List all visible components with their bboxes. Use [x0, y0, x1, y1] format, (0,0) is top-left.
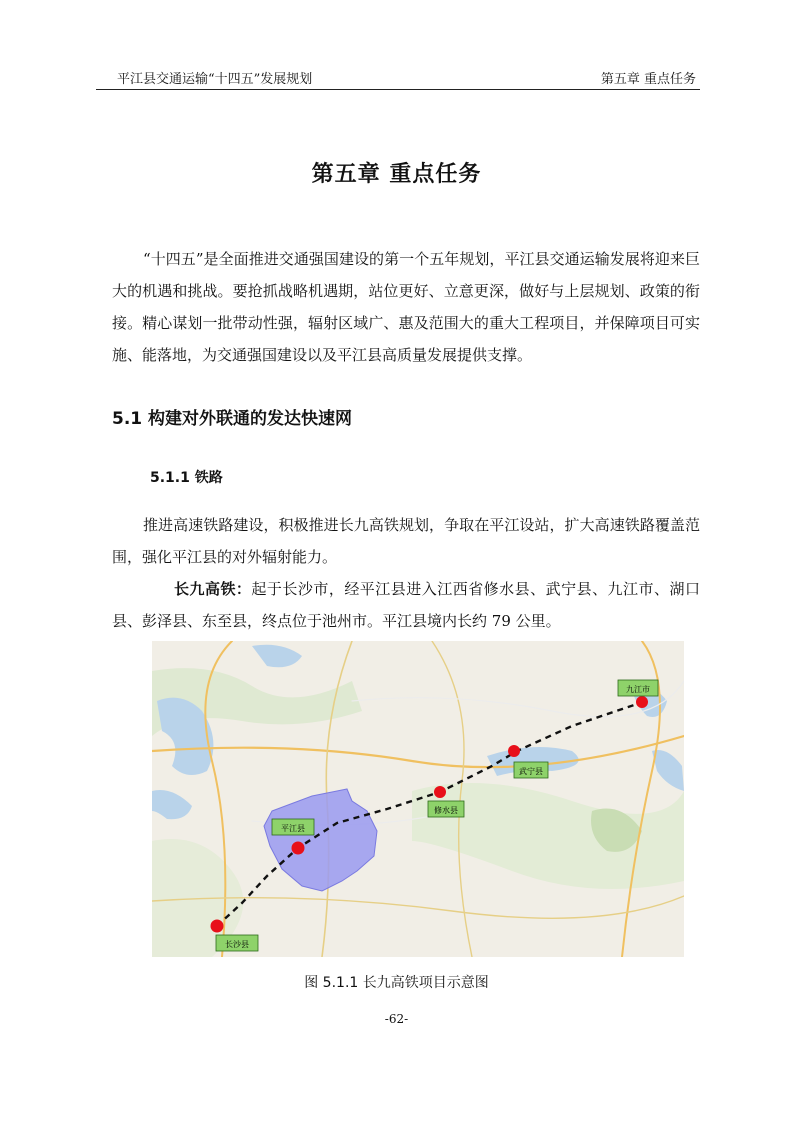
station-label-pingjiang: 平江县 [281, 824, 305, 833]
station-label-jiujiang: 九江市 [626, 685, 650, 694]
changjiu-label: 长九高铁： [174, 580, 252, 598]
section-title: 5.1 构建对外联通的发达快速网 [112, 409, 353, 429]
route-map [152, 641, 684, 957]
chapter-title: 第五章 重点任务 [311, 162, 482, 187]
subsection-title: 5.1.1 铁路 [150, 470, 223, 486]
page-number: -62- [384, 1012, 409, 1026]
intro-paragraph: “十四五”是全面推进交通强国建设的第一个五年规划，平江县交通运输发展将迎来巨大的机遇和挑战。要抢抓战略机遇期，站位更好、立意更深，做好与上层规划、政策的衔接。精心谋划一批带动性强，辐射区域广、惠及范围大的重大工程项目，并保障项目可实施、能落地，为交通强国建设以及平江县高质量发展提供支撑。 [112, 250, 700, 364]
changjiu-paragraph [112, 573, 700, 637]
railway-paragraph: 推进高速铁路建设，积极推进长九高铁规划，争取在平江设站，扩大高速铁路覆盖范围，强化平江县的对外辐射能力。 [112, 516, 700, 566]
station-label-xiushui: 修水县 [434, 806, 458, 815]
station-label-wuning: 武宁县 [519, 767, 543, 776]
changjiu-text: 起于长沙市，经平江县进入江西省修水县、武宁县、九江市、湖口县、彭泽县、东至县，终点位于池州市。平江县境内长约 79 公里。 [112, 580, 700, 630]
figure-caption: 图 5.1.1 长九高铁项目示意图 [304, 975, 489, 991]
header-title: 平江县交通运输“十四五”发展规划 [117, 72, 313, 87]
station-label-changsha: 长沙县 [225, 940, 249, 949]
header-chapter: 第五章 重点任务 [600, 72, 696, 87]
header-divider [96, 89, 700, 90]
